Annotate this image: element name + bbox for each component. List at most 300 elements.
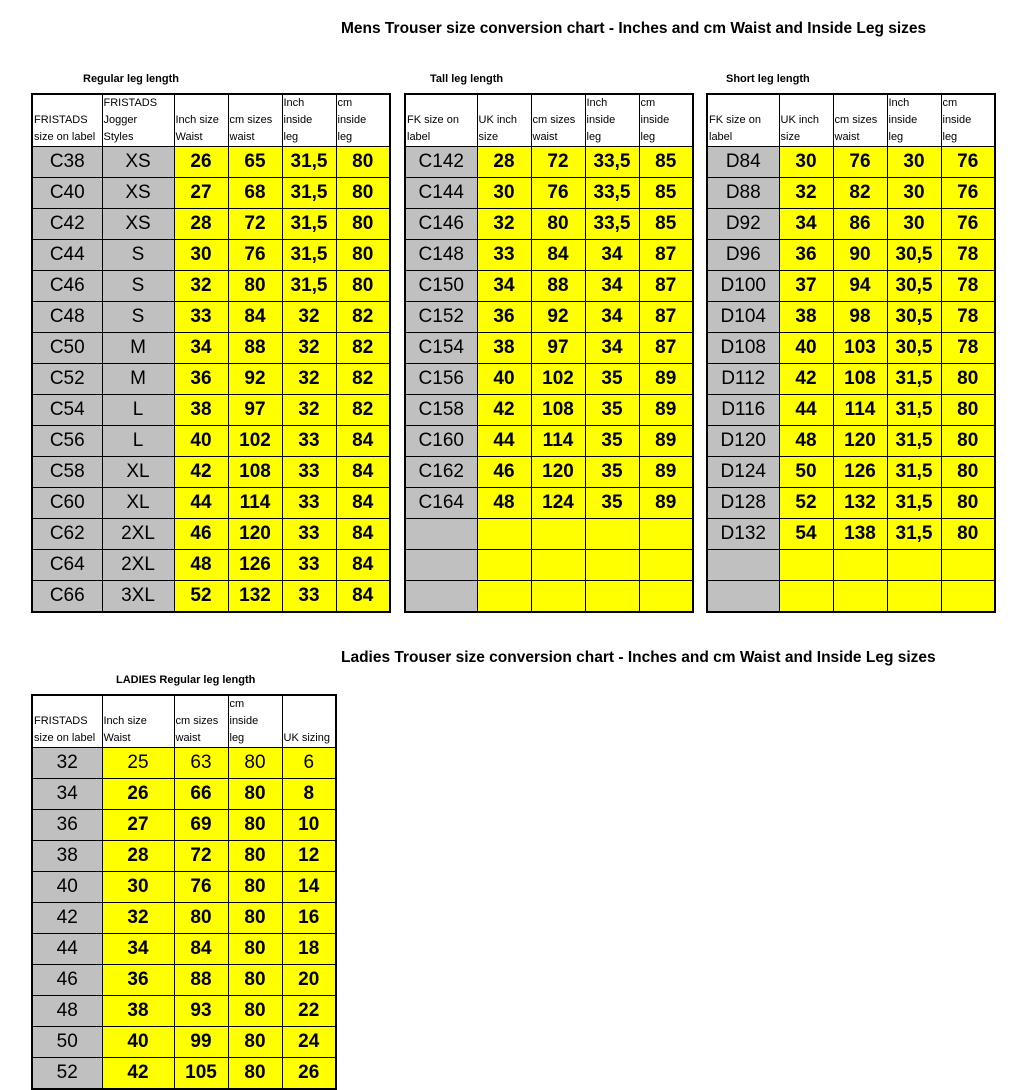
size-value-cell: 97 [531,333,585,364]
table-row [405,519,693,550]
size-label-cell: D132 [707,519,779,550]
size-value-cell: 40 [102,1027,174,1058]
size-value-cell: 34 [102,934,174,965]
size-label-cell: C48 [32,302,102,333]
size-value-cell [833,581,887,613]
column-header: cm sizes waist [228,94,282,147]
size-value-cell: 108 [833,364,887,395]
size-value-cell: 76 [228,240,282,271]
size-value-cell: 89 [639,457,693,488]
size-label-cell: XL [102,488,174,519]
size-value-cell: 33 [282,457,336,488]
size-value-cell: 76 [174,872,228,903]
size-label-cell: C56 [32,426,102,457]
size-value-cell: 89 [639,488,693,519]
table-row [32,872,336,903]
size-label-cell: D128 [707,488,779,519]
size-label-cell: XS [102,178,174,209]
size-label-cell: C160 [405,426,477,457]
table-row [405,302,693,333]
size-value-cell: 32 [282,364,336,395]
size-value-cell: 126 [833,457,887,488]
size-value-cell: 80 [228,271,282,302]
size-value-cell: 36 [477,302,531,333]
size-value-cell: 82 [336,395,390,426]
size-value-cell: 30,5 [887,333,941,364]
column-header: cm inside leg [228,695,282,748]
size-value-cell: 72 [228,209,282,240]
size-label-cell: C44 [32,240,102,271]
size-value-cell: 33 [282,550,336,581]
header-row [32,695,336,748]
size-value-cell: 84 [228,302,282,333]
size-label-cell: 40 [32,872,102,903]
size-value-cell: 124 [531,488,585,519]
size-label-cell: C164 [405,488,477,519]
table-row [32,271,390,302]
size-value-cell: 38 [477,333,531,364]
size-value-cell: 42 [779,364,833,395]
size-value-cell: 80 [336,147,390,178]
size-value-cell: 33,5 [585,209,639,240]
size-value-cell: 35 [585,364,639,395]
table-row [405,178,693,209]
tall-leg-table [404,73,694,613]
size-value-cell: 80 [336,240,390,271]
size-value-cell: 14 [282,872,336,903]
size-value-cell: 6 [282,748,336,779]
size-value-cell: 102 [228,426,282,457]
size-value-cell: 34 [585,271,639,302]
ladies-grid [31,694,337,1090]
size-value-cell: 28 [102,841,174,872]
size-value-cell: 30,5 [887,271,941,302]
column-header: UK sizing [282,695,336,748]
size-value-cell: 120 [833,426,887,457]
table-row [707,302,995,333]
table-row [707,333,995,364]
size-value-cell: 46 [477,457,531,488]
regular-grid [31,93,391,613]
table-row [405,488,693,519]
size-value-cell: 40 [779,333,833,364]
column-header: cm sizes waist [833,94,887,147]
size-value-cell: 120 [531,457,585,488]
table-row [405,147,693,178]
size-value-cell: 85 [639,147,693,178]
table-row [32,748,336,779]
size-value-cell: 42 [174,457,228,488]
size-label-cell: L [102,395,174,426]
size-label-cell: C42 [32,209,102,240]
size-value-cell: 89 [639,395,693,426]
size-label-cell: C150 [405,271,477,302]
size-value-cell: 40 [174,426,228,457]
table-row [707,271,995,302]
size-value-cell: 30 [477,178,531,209]
size-value-cell: 30 [174,240,228,271]
size-value-cell: 36 [102,965,174,996]
size-value-cell: 93 [174,996,228,1027]
size-value-cell: 35 [585,426,639,457]
size-value-cell: 32 [282,302,336,333]
size-value-cell: 80 [941,457,995,488]
size-label-cell: C148 [405,240,477,271]
size-value-cell: 84 [336,581,390,613]
size-value-cell: 48 [779,426,833,457]
size-value-cell: 84 [336,519,390,550]
size-value-cell: 80 [531,209,585,240]
table-row [707,209,995,240]
size-value-cell: 44 [174,488,228,519]
table-row [405,395,693,426]
size-value-cell: 84 [336,488,390,519]
size-label-cell: D92 [707,209,779,240]
size-value-cell: 32 [779,178,833,209]
size-value-cell [477,581,531,613]
size-value-cell: 80 [941,488,995,519]
size-value-cell: 44 [779,395,833,426]
column-header: FRISTADS size on label [32,695,102,748]
size-value-cell: 80 [228,996,282,1027]
size-value-cell: 84 [336,550,390,581]
size-value-cell: 30,5 [887,240,941,271]
table-row [405,426,693,457]
size-label-cell: XS [102,147,174,178]
table-row [32,457,390,488]
size-value-cell: 80 [941,519,995,550]
size-label-cell: C60 [32,488,102,519]
table-row [32,147,390,178]
size-value-cell: 76 [941,147,995,178]
size-value-cell: 50 [779,457,833,488]
size-value-cell: 76 [833,147,887,178]
column-header: FK size on label [405,94,477,147]
size-label-cell [707,581,779,613]
size-label-cell: C142 [405,147,477,178]
regular-leg-caption: Regular leg length [83,73,179,85]
table-row [32,903,336,934]
table-row [405,209,693,240]
size-value-cell: 44 [477,426,531,457]
column-header: Inch inside leg [282,94,336,147]
size-value-cell: 82 [336,364,390,395]
size-value-cell [779,581,833,613]
size-value-cell: 25 [102,748,174,779]
short-leg-table [706,73,996,613]
size-label-cell: C50 [32,333,102,364]
size-value-cell: 132 [833,488,887,519]
size-value-cell: 89 [639,364,693,395]
size-value-cell: 94 [833,271,887,302]
size-value-cell: 34 [585,302,639,333]
size-value-cell [585,519,639,550]
size-value-cell [941,550,995,581]
size-value-cell [887,581,941,613]
size-label-cell: D124 [707,457,779,488]
size-value-cell: 31,5 [887,519,941,550]
ladies-regular-caption: LADIES Regular leg length [116,674,256,686]
table-row [707,395,995,426]
size-value-cell: 80 [228,748,282,779]
size-value-cell: 80 [228,965,282,996]
column-header: Inch size Waist [102,695,174,748]
size-label-cell: 2XL [102,550,174,581]
size-value-cell: 85 [639,178,693,209]
table-row [32,1058,336,1090]
table-row [32,841,336,872]
size-value-cell [531,519,585,550]
column-header: cm sizes waist [174,695,228,748]
size-label-cell: 46 [32,965,102,996]
header-row [707,94,995,147]
size-value-cell: 52 [174,581,228,613]
size-label-cell: C46 [32,271,102,302]
size-value-cell: 33 [282,519,336,550]
size-value-cell: 31,5 [282,147,336,178]
column-header: Inch inside leg [887,94,941,147]
size-value-cell: 80 [941,395,995,426]
size-value-cell: 8 [282,779,336,810]
size-label-cell: S [102,302,174,333]
table-row [405,550,693,581]
size-value-cell [833,550,887,581]
table-row [32,333,390,364]
size-value-cell: 80 [174,903,228,934]
size-value-cell: 80 [336,209,390,240]
size-value-cell: 32 [102,903,174,934]
table-row [707,488,995,519]
size-value-cell: 32 [282,333,336,364]
size-label-cell: 36 [32,810,102,841]
size-value-cell: 30 [887,147,941,178]
table-row [707,581,995,613]
size-value-cell: 33 [282,488,336,519]
size-value-cell: 88 [531,271,585,302]
size-label-cell: D108 [707,333,779,364]
size-value-cell: 78 [941,333,995,364]
size-value-cell: 102 [531,364,585,395]
size-value-cell: 31,5 [282,209,336,240]
short-leg-caption: Short leg length [726,73,810,85]
size-value-cell: 78 [941,240,995,271]
size-label-cell: L [102,426,174,457]
size-value-cell: 88 [174,965,228,996]
size-label-cell: C162 [405,457,477,488]
size-value-cell: 114 [833,395,887,426]
size-value-cell: 40 [477,364,531,395]
size-value-cell: 36 [174,364,228,395]
size-value-cell [639,581,693,613]
size-value-cell: 48 [477,488,531,519]
size-label-cell: C154 [405,333,477,364]
table-row [707,240,995,271]
size-label-cell: 50 [32,1027,102,1058]
ladies-chart-title: Ladies Trouser size conversion chart - Inches and cm Waist and Inside Leg sizes [341,649,936,666]
size-value-cell: 22 [282,996,336,1027]
size-value-cell: 34 [585,333,639,364]
table-row [32,302,390,333]
size-value-cell [585,550,639,581]
size-value-cell: 80 [336,178,390,209]
size-value-cell: 84 [531,240,585,271]
table-row [32,996,336,1027]
size-value-cell: 80 [228,903,282,934]
size-value-cell: 30 [887,209,941,240]
table-row [32,488,390,519]
size-label-cell: C52 [32,364,102,395]
size-value-cell: 63 [174,748,228,779]
size-label-cell: 34 [32,779,102,810]
size-label-cell: C156 [405,364,477,395]
size-value-cell: 33 [477,240,531,271]
size-value-cell: 52 [779,488,833,519]
size-label-cell: S [102,271,174,302]
size-value-cell: 84 [336,457,390,488]
size-value-cell: 138 [833,519,887,550]
size-value-cell [639,550,693,581]
size-value-cell [585,581,639,613]
table-row [32,178,390,209]
size-value-cell [477,550,531,581]
size-value-cell: 80 [228,810,282,841]
size-value-cell: 35 [585,395,639,426]
size-value-cell: 80 [941,364,995,395]
size-value-cell: 31,5 [887,364,941,395]
size-value-cell: 80 [228,779,282,810]
size-value-cell: 92 [531,302,585,333]
size-value-cell: 69 [174,810,228,841]
table-row [32,810,336,841]
size-value-cell: 108 [228,457,282,488]
size-value-cell: 80 [336,271,390,302]
size-value-cell: 54 [779,519,833,550]
size-value-cell: 88 [228,333,282,364]
size-value-cell: 114 [228,488,282,519]
size-value-cell: 87 [639,240,693,271]
size-value-cell: 80 [228,1058,282,1090]
size-value-cell: 87 [639,271,693,302]
table-row [32,364,390,395]
column-header: FK size on label [707,94,779,147]
tall-leg-caption: Tall leg length [430,73,504,85]
size-label-cell: 3XL [102,581,174,613]
table-row [707,457,995,488]
size-value-cell [531,550,585,581]
size-value-cell: 26 [174,147,228,178]
column-header: cm inside leg [639,94,693,147]
regular-leg-table [31,73,391,613]
size-value-cell: 120 [228,519,282,550]
size-value-cell: 31,5 [887,457,941,488]
table-row [405,581,693,613]
size-label-cell: C152 [405,302,477,333]
size-value-cell: 42 [477,395,531,426]
size-value-cell: 33 [282,581,336,613]
size-value-cell: 90 [833,240,887,271]
size-value-cell: 37 [779,271,833,302]
table-row [707,364,995,395]
size-value-cell: 80 [228,841,282,872]
size-value-cell: 28 [174,209,228,240]
size-value-cell: 132 [228,581,282,613]
header-row [405,94,693,147]
size-label-cell: M [102,333,174,364]
size-label-cell: XL [102,457,174,488]
size-value-cell: 76 [531,178,585,209]
size-label-cell: C62 [32,519,102,550]
table-row [32,581,390,613]
size-value-cell: 89 [639,426,693,457]
size-label-cell: 42 [32,903,102,934]
size-value-cell: 68 [228,178,282,209]
size-value-cell [639,519,693,550]
size-label-cell: D104 [707,302,779,333]
short-grid [706,93,996,613]
size-value-cell: 33,5 [585,147,639,178]
size-value-cell: 31,5 [282,271,336,302]
size-label-cell: 32 [32,748,102,779]
mens-chart-title: Mens Trouser size conversion chart - Inches and cm Waist and Inside Leg sizes [341,20,927,37]
size-label-cell: C64 [32,550,102,581]
size-value-cell: 31,5 [887,426,941,457]
size-value-cell: 38 [102,996,174,1027]
size-value-cell [941,581,995,613]
size-value-cell: 26 [102,779,174,810]
size-value-cell: 38 [174,395,228,426]
size-value-cell: 31,5 [282,178,336,209]
size-value-cell: 72 [174,841,228,872]
size-value-cell: 12 [282,841,336,872]
size-label-cell: 38 [32,841,102,872]
size-value-cell: 42 [102,1058,174,1090]
header-row [32,94,390,147]
table-row [405,333,693,364]
ladies-regular-table [31,674,337,1090]
size-value-cell: 46 [174,519,228,550]
size-label-cell: C40 [32,178,102,209]
size-value-cell: 28 [477,147,531,178]
table-row [32,519,390,550]
size-label-cell: M [102,364,174,395]
size-value-cell: 78 [941,271,995,302]
column-header: Inch inside leg [585,94,639,147]
size-value-cell: 66 [174,779,228,810]
size-label-cell: C66 [32,581,102,613]
size-value-cell: 80 [941,426,995,457]
table-row [32,550,390,581]
size-value-cell [477,519,531,550]
size-label-cell [707,550,779,581]
tall-grid [404,93,694,613]
size-value-cell: 114 [531,426,585,457]
size-value-cell: 31,5 [282,240,336,271]
column-header: cm sizes waist [531,94,585,147]
table-row [707,426,995,457]
size-value-cell: 33 [174,302,228,333]
size-value-cell: 38 [779,302,833,333]
size-value-cell: 16 [282,903,336,934]
size-value-cell: 34 [779,209,833,240]
size-label-cell: C38 [32,147,102,178]
size-value-cell: 78 [941,302,995,333]
table-row [405,457,693,488]
size-value-cell: 31,5 [887,395,941,426]
size-label-cell: XS [102,209,174,240]
size-label-cell: D112 [707,364,779,395]
size-value-cell: 99 [174,1027,228,1058]
size-value-cell: 36 [779,240,833,271]
